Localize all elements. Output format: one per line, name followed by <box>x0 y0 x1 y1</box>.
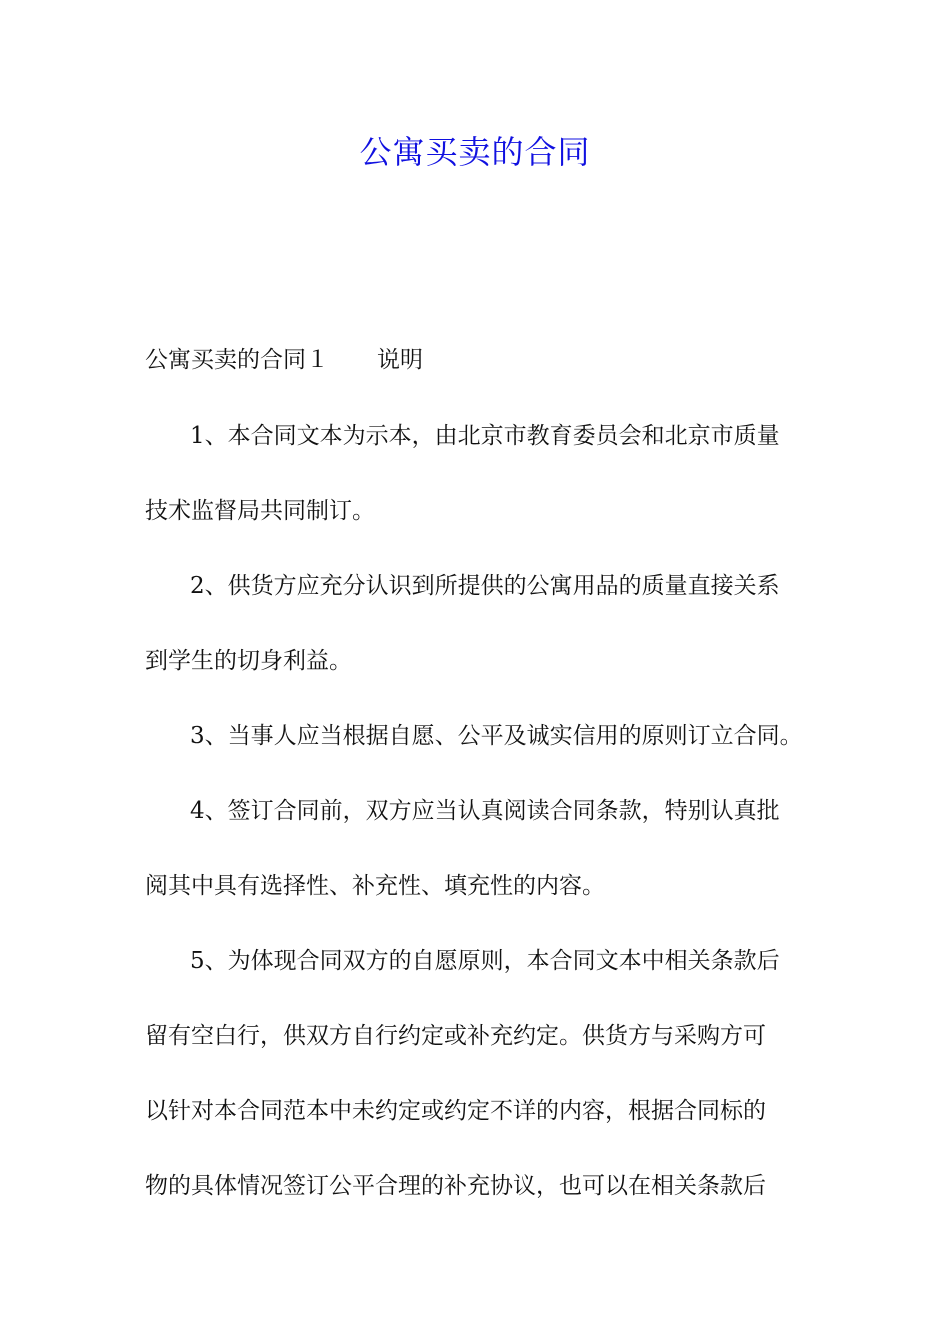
paragraph-line: 5、为体现合同双方的自愿原则，本合同文本中相关条款后 <box>190 948 780 974</box>
paragraph-line: 1、本合同文本为示本，由北京市教育委员会和北京市质量 <box>190 423 780 449</box>
section-heading-line <box>145 342 423 378</box>
paragraph-line: 物的具体情况签订公平合理的补充协议，也可以在相关条款后 <box>145 1173 766 1199</box>
paragraph-line: 以针对本合同范本中未约定或约定不详的内容，根据合同标的 <box>145 1098 766 1124</box>
paragraph-line: 2、供货方应充分认识到所提供的公寓用品的质量直接关系 <box>190 573 780 599</box>
document-title: 公寓买卖的合同 <box>359 133 591 171</box>
section-heading: 公寓买卖的合同１ <box>145 347 329 373</box>
paragraph-line: 技术监督局共同制订。 <box>145 498 375 524</box>
paragraph-line: 到学生的切身利益。 <box>145 648 352 674</box>
paragraph-line: 留有空白行，供双方自行约定或补充约定。供货方与采购方可 <box>145 1023 766 1049</box>
paragraph-line: 阅其中具有选择性、补充性、填充性的内容。 <box>145 873 605 899</box>
section-subtitle: 说明 <box>377 347 423 373</box>
paragraph-line: 4、签订合同前，双方应当认真阅读合同条款，特别认真批 <box>190 798 780 824</box>
paragraph-line: 3、当事人应当根据自愿、公平及诚实信用的原则订立合同。 <box>190 723 803 749</box>
